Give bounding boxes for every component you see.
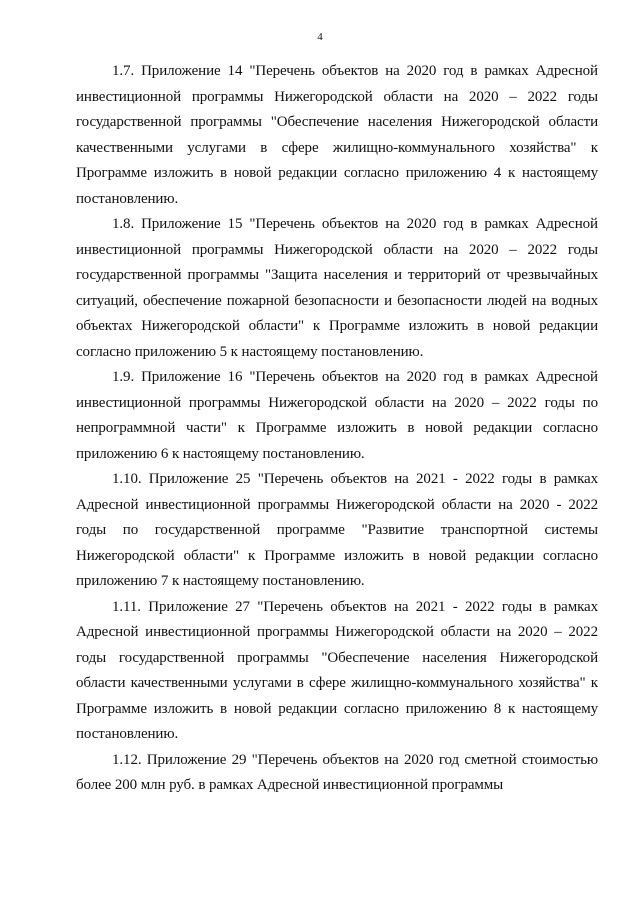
paragraph-1-11: 1.11. Приложение 27 "Перечень объектов на 2021 - 2022 годы в рамках Адресной инвестиционной программы Нижегородской области на 2020 – 2022 годы государственной программы "Обеспечение населения Нижегородской области качественными услугами в сфере жилищно-коммунального хозяйства" к Программе изложить в новой редакции согласно приложению 8 к настоящему постановлению. [76,598,598,742]
document-body [76,59,598,799]
paragraph-1-10: 1.10. Приложение 25 "Перечень объектов на 2021 - 2022 годы в рамках Адресной инвестиционной программы Нижегородской области на 2020 - 2022 годы по государственной программе "Развитие транспортной системы Нижегородской области" к Программе изложить в новой редакции согласно приложению 7 к настоящему постановлению. [76,471,598,589]
paragraph-1-12: 1.12. Приложение 29 "Перечень объектов на 2020 год сметной стоимостью более 200 млн руб. в рамках Адресной инвестиционной программы [76,751,598,793]
paragraph-1-7: 1.7. Приложение 14 "Перечень объектов на 2020 год в рамках Адресной инвестиционной программы Нижегородской области на 2020 – 2022 годы государственной программы "Обеспечение населения Нижегородской области качественными услугами в сфере жилищно-коммунального хозяйства" к Программе изложить в новой редакции согласно приложению 4 к настоящему постановлению. [76,63,598,207]
paragraph-1-8: 1.8. Приложение 15 "Перечень объектов на 2020 год в рамках Адресной инвестиционной программы Нижегородской области на 2020 – 2022 годы государственной программы "Защита населения и территорий от чрезвычайных ситуаций, обеспечение пожарной безопасности и безопасности людей на водных объектах Нижегородской области" к Программе изложить в новой редакции согласно приложению 5 к настоящему постановлению. [76,216,598,360]
page-number: 4 [317,31,323,43]
paragraph-1-9: 1.9. Приложение 16 "Перечень объектов на 2020 год в рамках Адресной инвестиционной программы Нижегородской области на 2020 – 2022 годы по непрограммной части" к Программе изложить в новой редакции согласно приложению 6 к настоящему постановлению. [76,369,598,462]
